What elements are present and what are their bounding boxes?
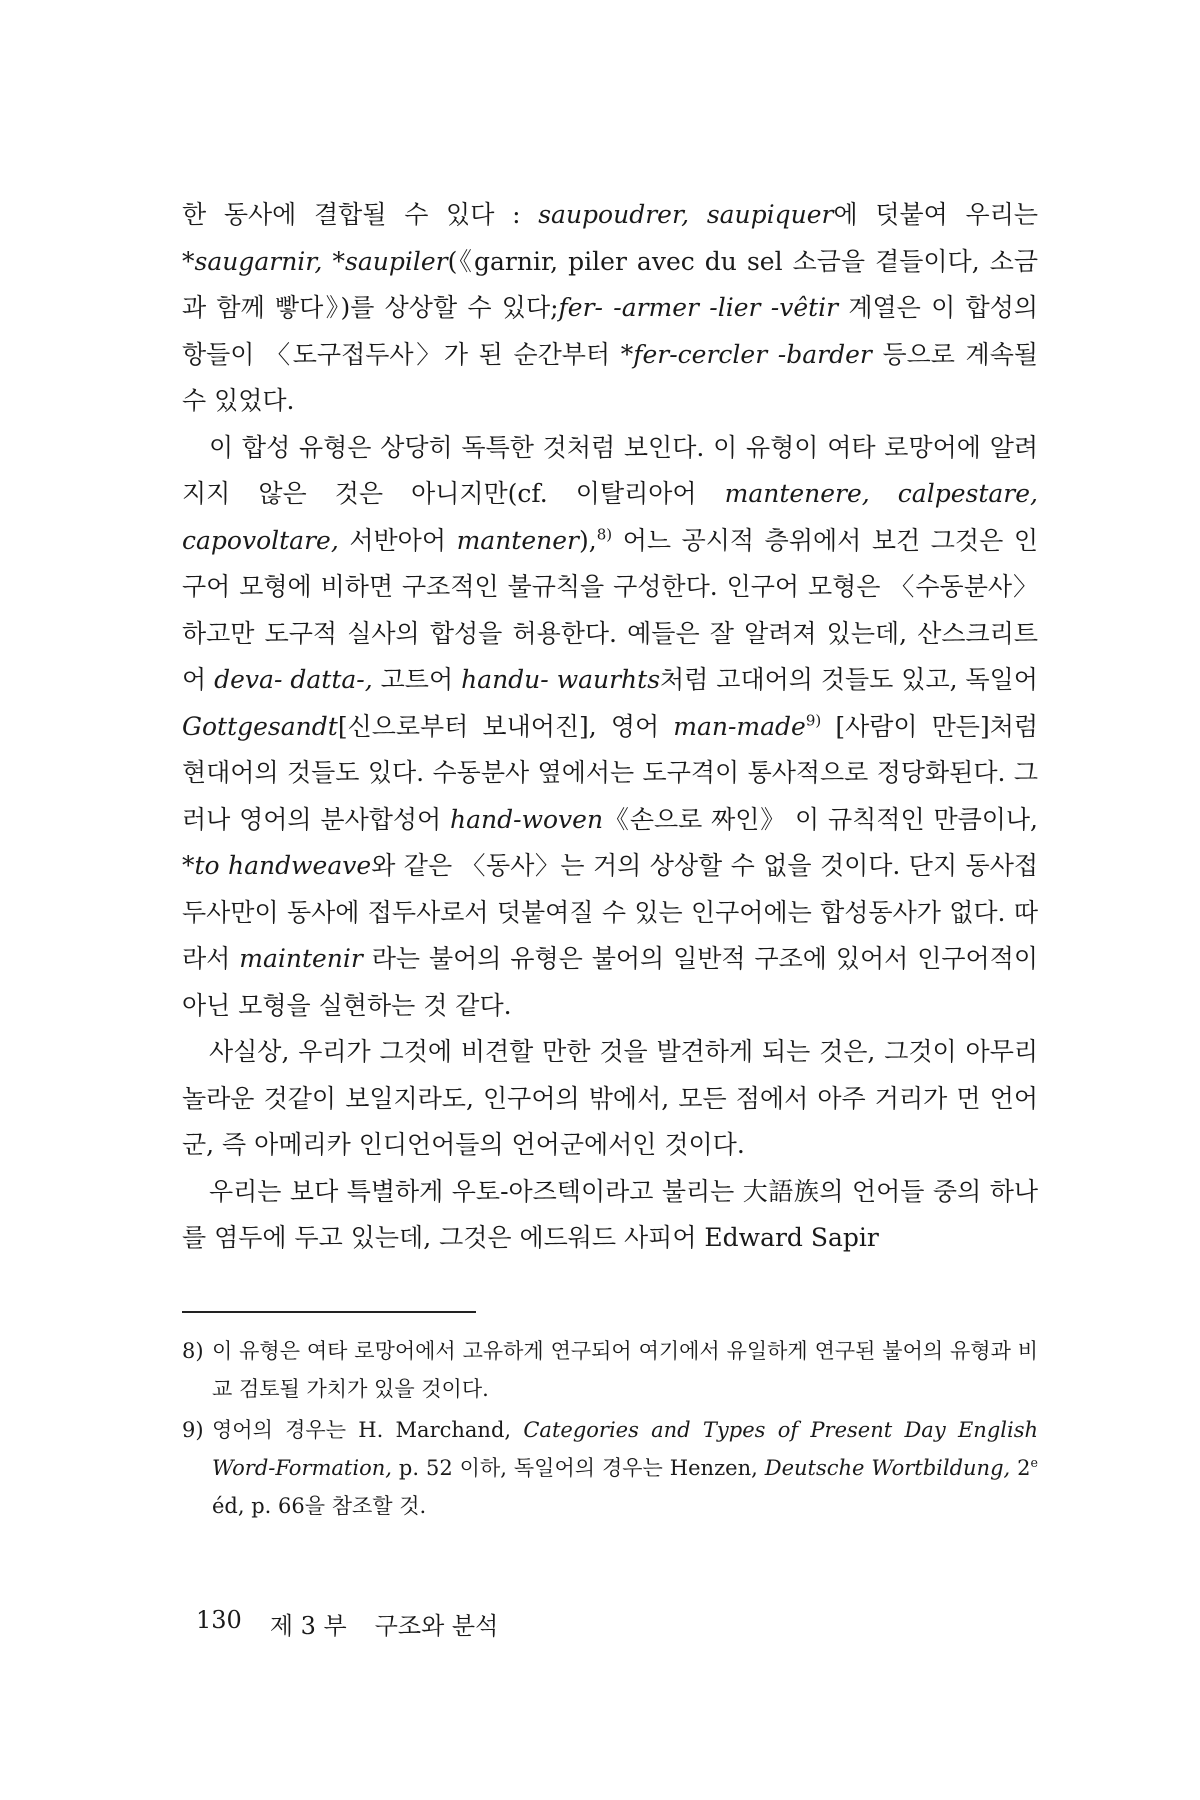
italic-term: Categories and Types of Present Day English Word-Formation, (212, 1418, 1038, 1480)
text-run: 와 같은 〈동사〉는 거의 상상할 수 없을 것이다. 단지 동사접두사만이 동사에 접두사로서 덧붙여질 수 있는 인구어에는 합성동사가 없다. 따라서 (182, 851, 1039, 973)
footnote-text (212, 1332, 1038, 1408)
footnote-number: 8) (182, 1339, 204, 1363)
page-number: 130 (196, 1606, 242, 1634)
text-run: 어느 공시적 층위에서 보건 그것은 인구어 모형에 비하면 구조적인 불규칙을 구성한다. 인구어 모형은 〈수동분사〉하고만 도구적 실사의 합성을 허용한다. 예들은 잘 알려져 있는데, 산스크리트어 (182, 525, 1038, 694)
italic-term: saupoudrer, saupiquer (538, 200, 834, 229)
paragraph (182, 192, 1038, 425)
text-run: 처럼 고대어의 것들도 있고, 독일어 (660, 665, 1038, 694)
italic-term: *fer-cercler -barder (620, 339, 872, 369)
italic-term: mantenere, calpestare, capovoltare, (182, 479, 1038, 555)
text-run: 한 동사에 결합될 수 있다 : (182, 200, 539, 229)
italic-term: Gottgesandt (182, 711, 338, 741)
text-run: 계열은 이 합성의 항들이 〈도구접두사〉가 된 순간부터 (182, 293, 1038, 369)
italic-term: deva- datta-, (214, 665, 373, 694)
text-run: 고트어 (372, 665, 462, 694)
italic-term: hand-woven (450, 804, 604, 834)
text-run: 우리는 보다 특별하게 우토-아즈텍이라고 불리는 大語族의 언어들 중의 하나를 염두에 두고 있는데, 그것은 에드워드 사피어 Edward Sapir (182, 1176, 1038, 1252)
text-run: 사실상, 우리가 그것에 비견할 만한 것을 발견하게 되는 것은, 그것이 아무리 놀라운 것같이 보일지라도, 인구어의 밖에서, 모든 점에서 아주 거리가 먼 언어군, 즉 아메리카 인디언어들의 언어군에서인 것이다. (182, 1037, 1038, 1159)
text-run: [사람이 만든]처럼 현대어의 것들도 있다. 수동분사 옆에서는 도구격이 통사적으로 정당화된다. 그러나 영어의 분사합성어 (182, 711, 1039, 834)
text-run: 에 덧붙여 우리는 (833, 200, 1038, 229)
italic-term: man-made (673, 711, 806, 741)
text-run: éd, p. 66을 참조할 것. (212, 1494, 427, 1518)
text-run: 이 유형은 여타 로망어에서 고유하게 연구되어 여기에서 유일하게 연구된 불어의 유형과 비교 검토될 가치가 있을 것이다. (212, 1339, 1038, 1401)
text-run: p. 52 이하, 독일어의 경우는 Henzen, (391, 1456, 765, 1480)
text-run: 《손으로 짜인》 이 규칙적인 만큼이나, (603, 804, 1038, 834)
paragraph (182, 1169, 1038, 1262)
italic-term: Deutsche Wortbildung, (764, 1456, 1011, 1480)
text-run: 서반아어 (338, 525, 457, 555)
italic-term: handu- waurhts (461, 665, 661, 694)
text-run: [신으로부터 보내어진], 영어 (337, 711, 674, 741)
text-run: (《garnir, piler avec du sel 소금을 곁들이다, 소금과 함께 빻다》)를 상상할 수 있다; (182, 246, 1038, 322)
italic-term: *saugarnir, *saupiler (182, 246, 448, 276)
footnote-number: 9) (182, 1418, 204, 1442)
italic-term: fer- -armer -lier -vêtir (558, 293, 839, 322)
text-run: 라는 불어의 유형은 불어의 일반적 구조에 있어서 인구어적이 아닌 모형을 실현하는 것 같다. (182, 944, 1039, 1020)
paragraph (182, 425, 1038, 1030)
footnote (182, 1332, 1038, 1408)
section-title: 구조와 분석 (374, 1612, 499, 1640)
italic-term: mantener (456, 525, 579, 555)
text-run: ), (579, 525, 597, 555)
superscript: 8) (596, 525, 613, 544)
italic-term: *to handweave (182, 851, 372, 880)
footnote (182, 1411, 1038, 1525)
italic-term: maintenir (239, 944, 363, 973)
footnotes (182, 1332, 1038, 1528)
text-run: 영어의 경우는 H. Marchand, (212, 1418, 524, 1442)
superscript: e (1030, 1455, 1038, 1470)
footnote-separator (182, 1311, 476, 1313)
superscript: 9) (805, 711, 822, 730)
text-run: 이 합성 유형은 상당히 독특한 것처럼 보인다. 이 유형이 여타 로망어에 알려지지 않은 것은 아니지만(cf. 이탈리아어 (182, 432, 1038, 508)
text-run: 등으로 계속될 수 있었다. (182, 339, 1038, 415)
paragraph (182, 1029, 1038, 1169)
part-label: 제 3 부 (269, 1612, 347, 1640)
footnote-text (212, 1411, 1038, 1525)
text-run: 2 (1010, 1456, 1031, 1480)
running-footer (196, 1606, 498, 1641)
main-body-text (182, 192, 1038, 1262)
